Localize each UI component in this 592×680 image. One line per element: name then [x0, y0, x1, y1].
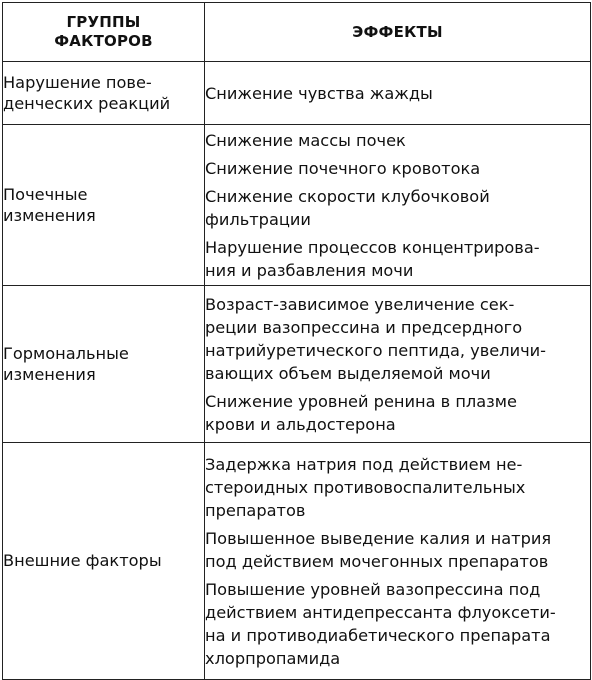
- header-groups-line: ГРУППЫ: [66, 13, 141, 31]
- effect-item: [205, 293, 590, 385]
- effect-line: натрийуретического пептида, увеличи-: [205, 340, 547, 360]
- effect-line: Снижение массы почек: [205, 130, 406, 150]
- group-line: денческих реакций: [3, 94, 171, 113]
- effect-line: Снижение чувства жажды: [205, 83, 433, 103]
- effect-line: ния и разбавления мочи: [205, 260, 414, 280]
- effect-line: Нарушение процессов концентрирова-: [205, 237, 540, 257]
- effect-line: хлорпропамида: [205, 648, 341, 668]
- effect-line: крови и альдостерона: [205, 414, 396, 434]
- effect-line: Снижение уровней ренина в плазме: [205, 391, 517, 411]
- effect-line: реции вазопрессина и предсердного: [205, 317, 523, 337]
- effect-item: [205, 453, 590, 522]
- effect-line: под действием мочегонных препаратов: [205, 551, 549, 571]
- group-cell: [3, 62, 205, 125]
- table-row: [3, 125, 591, 286]
- header-row: [3, 3, 591, 62]
- factors-effects-table: [2, 2, 591, 680]
- effects-cell: [205, 125, 591, 286]
- group-cell: [3, 443, 205, 680]
- effect-item: [205, 82, 590, 105]
- header-groups: [3, 3, 205, 62]
- effect-item: [205, 390, 590, 436]
- effect-line: препаратов: [205, 500, 306, 520]
- group-line: изменения: [3, 365, 96, 384]
- effect-line: Задержка натрия под действием не-: [205, 454, 523, 474]
- effect-line: действием антидепрессанта флуоксети-: [205, 602, 556, 622]
- effect-line: Возраст-зависимое увеличение сек-: [205, 294, 515, 314]
- group-line: Гормональные: [3, 343, 129, 363]
- effect-item: [205, 578, 590, 670]
- effect-line: Повышенное выведение калия и натрия: [205, 528, 552, 548]
- table-row: [3, 286, 591, 443]
- effect-line: стероидных противовоспалительных: [205, 477, 526, 497]
- effect-item: [205, 185, 590, 231]
- effect-line: фильтрации: [205, 209, 311, 229]
- effect-line: Снижение скорости клубочковой: [205, 186, 490, 206]
- effects-cell: [205, 443, 591, 680]
- effect-line: Снижение почечного кровотока: [205, 158, 481, 178]
- group-cell: [3, 286, 205, 443]
- group-line: изменения: [3, 206, 96, 225]
- header-groups-line: ФАКТОРОВ: [54, 32, 153, 50]
- effect-item: [205, 129, 590, 152]
- group-line: Почечные: [3, 184, 88, 204]
- group-line: Нарушение пове-: [3, 72, 152, 92]
- group-line: Внешние факторы: [3, 551, 162, 571]
- table-row: [3, 443, 591, 680]
- effects-cell: [205, 62, 591, 125]
- effect-line: на и противодиабетического препарата: [205, 625, 551, 645]
- effect-item: [205, 236, 590, 282]
- effects-cell: [205, 286, 591, 443]
- effect-item: [205, 157, 590, 180]
- effect-item: [205, 527, 590, 573]
- header-effects: ЭФФЕКТЫ: [205, 3, 591, 62]
- effect-line: Повышение уровней вазопрессина под: [205, 579, 541, 599]
- table-row: [3, 62, 591, 125]
- effect-line: вающих объем выделяемой мочи: [205, 363, 491, 383]
- group-cell: [3, 125, 205, 286]
